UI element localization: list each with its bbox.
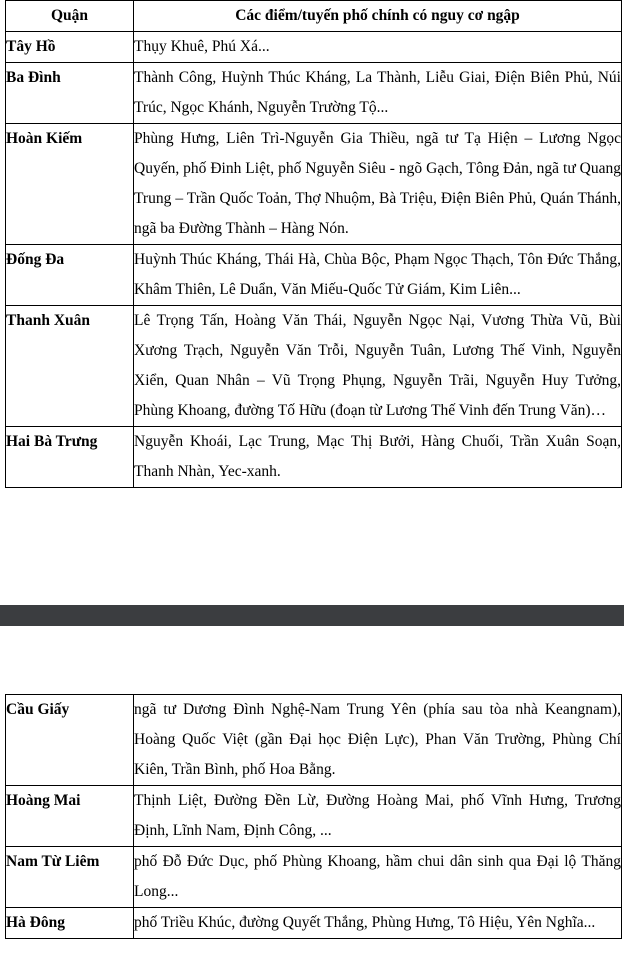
district-cell: Cầu Giấy (6, 695, 134, 786)
streets-cell: Lê Trọng Tấn, Hoàng Văn Thái, Nguyễn Ngọc Nại, Vương Thừa Vũ, Bùi Xương Trạch, Nguyễn Văn Trỗi, Nguyễn Tuân, Lương Thế Vinh, Nguyễn Xiển, Quan Nhân – Vũ Trọng Phụng, Nguyễn Trãi, Nguyễn Huy Tưởng, Phùng Khoang, đường Tố Hữu (đoạn từ Lương Thế Vinh đến Trung Văn)… (134, 306, 622, 427)
district-cell: Hà Đông (6, 908, 134, 939)
streets-cell: ngã tư Dương Đình Nghệ-Nam Trung Yên (phía sau tòa nhà Keangnam), Hoàng Quốc Việt (gần Đại học Điện Lực), Phan Văn Trường, Phùng Chí Kiên, Trần Bình, phố Hoa Bằng. (134, 695, 622, 786)
streets-cell: Thành Công, Huỳnh Thúc Kháng, La Thành, Liễu Giai, Điện Biên Phủ, Núi Trúc, Ngọc Khánh, Nguyễn Trường Tộ... (134, 63, 622, 124)
header-streets: Các điểm/tuyến phố chính có nguy cơ ngập (134, 1, 622, 32)
header-district: Quận (6, 1, 134, 32)
table-row (6, 245, 622, 306)
district-cell: Hoàn Kiếm (6, 124, 134, 245)
table-row (6, 63, 622, 124)
table-header-row (6, 1, 622, 32)
page-separator (0, 605, 624, 626)
table-row (6, 847, 622, 908)
district-cell: Ba Đình (6, 63, 134, 124)
flood-risk-table-continued (5, 694, 622, 939)
district-cell: Hoàng Mai (6, 786, 134, 847)
streets-cell: Thụy Khuê, Phú Xá... (134, 32, 622, 63)
table-row (6, 32, 622, 63)
table-row (6, 908, 622, 939)
document-page-2 (0, 626, 624, 972)
district-cell: Thanh Xuân (6, 306, 134, 427)
streets-cell: phố Đỗ Đức Dục, phố Phùng Khoang, hầm chui dân sinh qua Đại lộ Thăng Long... (134, 847, 622, 908)
table-row (6, 786, 622, 847)
flood-risk-table (5, 0, 622, 488)
streets-cell: Huỳnh Thúc Kháng, Thái Hà, Chùa Bộc, Phạm Ngọc Thạch, Tôn Đức Thắng, Khâm Thiên, Lê Duẩn, Văn Miếu-Quốc Tử Giám, Kim Liên... (134, 245, 622, 306)
district-cell: Tây Hồ (6, 32, 134, 63)
table-row (6, 695, 622, 786)
streets-cell: Phùng Hưng, Liên Trì-Nguyễn Gia Thiều, ngã tư Tạ Hiện – Lương Ngọc Quyến, phố Đinh Liệt, phố Nguyễn Siêu - ngõ Gạch, Tông Đản, ngã tư Quang Trung – Trần Quốc Toản, Thợ Nhuộm, Bà Triệu, Điện Biên Phủ, Quán Thánh, ngã ba Đường Thành – Hàng Nón. (134, 124, 622, 245)
streets-cell: Thịnh Liệt, Đường Đền Lừ, Đường Hoàng Mai, phố Vĩnh Hưng, Trương Định, Lĩnh Nam, Định Công, ... (134, 786, 622, 847)
district-cell: Nam Từ Liêm (6, 847, 134, 908)
streets-cell: Nguyễn Khoái, Lạc Trung, Mạc Thị Bưởi, Hàng Chuối, Trần Xuân Soạn, Thanh Nhàn, Yec-xanh. (134, 427, 622, 488)
streets-cell: phố Triều Khúc, đường Quyết Thắng, Phùng Hưng, Tô Hiệu, Yên Nghĩa... (134, 908, 622, 939)
district-cell: Hai Bà Trưng (6, 427, 134, 488)
district-cell: Đống Đa (6, 245, 134, 306)
table-row (6, 124, 622, 245)
table-row (6, 306, 622, 427)
table-row (6, 427, 622, 488)
